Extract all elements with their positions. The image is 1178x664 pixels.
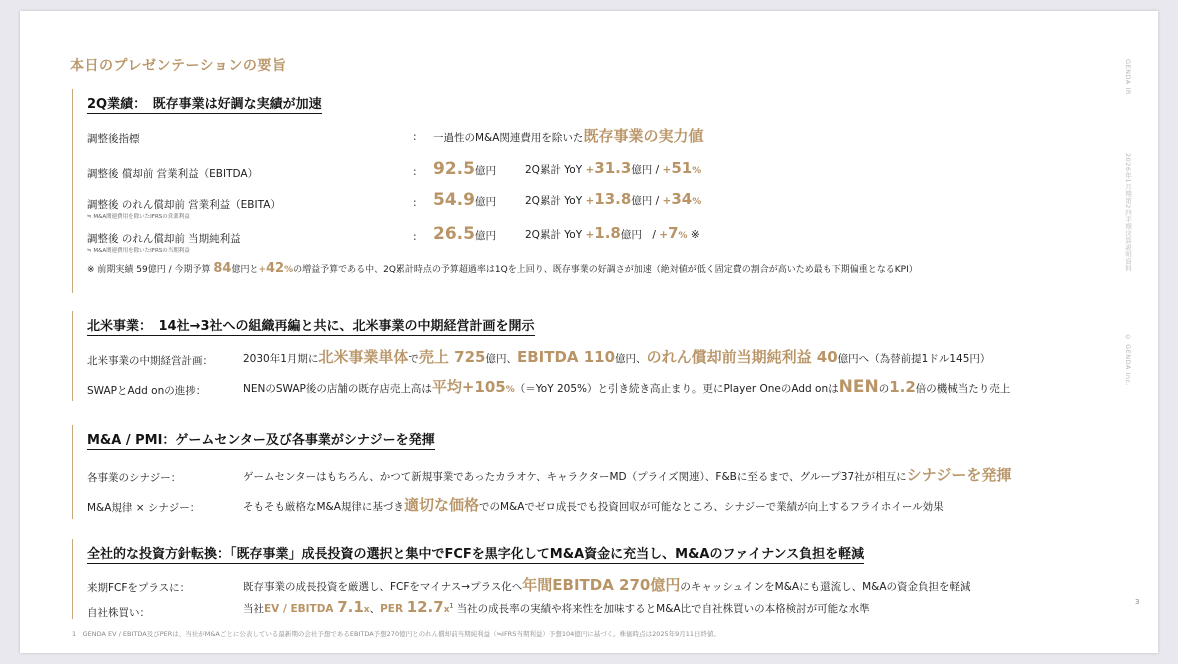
value-highlight: NEN: [838, 377, 879, 397]
row-value: [243, 494, 944, 515]
section-header: 2Q業績： 既存事業は好調な実績が加速: [87, 93, 322, 114]
value-highlight: 年間EBITDA 270億円: [522, 576, 681, 594]
row-value: [243, 346, 990, 367]
row-value: [433, 224, 496, 244]
value-text: のキャッシュインをM&Aにも還流し、M&Aの資金負担を軽減: [680, 581, 971, 593]
per-value: 12.7: [406, 598, 444, 616]
per-label: PER: [380, 603, 407, 615]
note-part: 億円と: [231, 265, 259, 275]
value-text: の: [878, 383, 890, 395]
row-label: SWAPとAdd onの進捗：: [87, 385, 207, 397]
row-yoy: [525, 190, 701, 208]
value-highlight: 適切な価格: [403, 496, 479, 514]
value-highlight: シナジーを発揮: [906, 466, 1012, 484]
row-value: [243, 376, 1010, 397]
value-text: 億円へ（為替前提1ドル145円）: [837, 353, 991, 365]
value-text: 倍の機械当たり売上: [915, 383, 1011, 395]
plus-sign: +: [585, 164, 595, 176]
row-label: 調整後 のれん償却前 当期純利益: [87, 233, 241, 245]
side-text-copyright: © GENDA Inc.: [1124, 333, 1132, 387]
colon: :: [413, 231, 417, 243]
plus-sign: +: [659, 229, 669, 241]
value-text: 2030年1月期に: [243, 353, 319, 365]
value-highlight: 売上 725: [418, 348, 486, 366]
value-text: で: [408, 353, 419, 365]
unit: 億円: [474, 165, 496, 177]
colon: :: [413, 197, 417, 209]
yoy-percent: 34: [671, 190, 693, 208]
section-header: M&A / PMI：ゲームセンター及び各事業がシナジーを発揮: [87, 429, 435, 450]
value-text: 当社: [243, 603, 264, 615]
percent-sign: %: [692, 197, 702, 207]
row-value: [433, 159, 496, 179]
value-highlight: 北米事業単体: [318, 348, 409, 366]
value-text: （＝YoY 205%）と引き続き高止まり。更にPlayer OneのAdd onは: [514, 383, 839, 395]
yoy-percent: 7: [668, 224, 679, 242]
plus-sign: +: [258, 265, 266, 275]
note-part: ※ 前期実績 59億円 / 今期予算: [87, 265, 214, 275]
row-label: 北米事業の中期経営計画：: [87, 355, 213, 367]
row-label: 調整後 償却前 営業利益（EBITDA）: [87, 168, 259, 180]
row-label: 調整後 のれん償却前 営業利益（EBITA）: [87, 199, 281, 211]
value-text: 、: [369, 603, 381, 615]
value-text: 既存事業の成長投資を厳選し、FCFをマイナス→プラス化へ: [243, 581, 523, 593]
value-highlight: 1.2: [889, 378, 916, 396]
plus-sign: +: [585, 229, 595, 241]
yoy-label: 2Q累計 YoY: [525, 229, 586, 241]
multiple-sign: x: [363, 605, 370, 615]
row-value: [243, 464, 1011, 485]
metric-value: 54.9: [433, 190, 475, 210]
row-yoy: [525, 224, 700, 242]
unit: 億円: [474, 196, 496, 208]
percent-sign: %: [678, 231, 688, 241]
value-text: そもそも厳格なM&A規律に基づき: [243, 501, 404, 513]
yoy-label: 2Q累計 YoY: [525, 164, 586, 176]
section-north-america: [72, 311, 1011, 401]
growth-value: 42: [266, 261, 285, 276]
percent-sign: %: [284, 265, 294, 275]
unit: 億円 /: [631, 164, 663, 176]
value-text: 億円、: [485, 353, 517, 365]
note-mark: ※: [687, 229, 700, 241]
value-text: ゲームセンターはもちろん、かつて新規事業であったカラオケ、キャラクターMD（プライズ関連）、F&Bに至るまで、グループ37社が相互に: [243, 471, 907, 483]
unit: 億円 /: [631, 195, 663, 207]
section-investment-policy: [72, 539, 971, 619]
colon: :: [413, 131, 417, 143]
unit: 億円: [474, 230, 496, 242]
yoy-amount: 13.8: [594, 190, 632, 208]
value-text: 億円、: [615, 353, 647, 365]
value-highlight: のれん償却前当期純利益 40: [646, 348, 838, 366]
page-title: 本日のプレゼンテーションの要旨: [70, 58, 287, 74]
note-part: の増益予算である中、2Q累計時点の予算超過率は1Qを上回り、既存事業の好調さが加速（絶対値が低く固定費の割合が高いため最も下期偏重となるKPI）: [293, 265, 918, 275]
value-text: 当社の成長率の実績や将来性を加味するとM&A比で自社株買いの本格検討が可能な水準: [453, 603, 870, 615]
percent-sign: %: [505, 385, 515, 395]
metric-value: 26.5: [433, 224, 475, 244]
row-label: M&A規律 × シナジー：: [87, 502, 201, 514]
yoy-amount: 31.3: [594, 159, 632, 177]
yoy-label: 2Q累計 YoY: [525, 195, 586, 207]
ev-ebitda-value: 7.1: [337, 598, 364, 616]
budget-value: 84: [213, 261, 232, 276]
slide: [20, 11, 1158, 653]
section-2q-results: [72, 89, 918, 293]
value-text: 一過性のM&A関連費用を除いた: [433, 132, 584, 144]
value-text: でのM&Aでゼロ成長でも投資回収が可能なところ、シナジーで業績が向上するフライホイール効果: [478, 501, 944, 513]
plus-sign: +: [585, 195, 595, 207]
row-value: [243, 574, 971, 595]
colon: :: [413, 166, 417, 178]
row-label: 来期FCFをプラスに：: [87, 582, 191, 594]
footnote-mark: 1: [449, 602, 454, 610]
row-label: 調整後指標: [87, 133, 140, 145]
row-value: [433, 190, 496, 210]
value-highlight: 既存事業の実力値: [583, 127, 704, 145]
side-text-doc: 2026年1月期第2四半期決算説明資料: [1124, 153, 1132, 272]
row-sublabel: ≒ M&A関連費用を除いたIFRSの当期利益: [87, 248, 190, 254]
percent-sign: %: [692, 166, 702, 176]
multiple-sign: x: [443, 605, 450, 615]
metric-value: 92.5: [433, 159, 475, 179]
value-highlight: EBITDA 110: [516, 348, 616, 366]
value-highlight: 平均+105: [431, 378, 506, 396]
row-value: [243, 598, 870, 616]
value-text: NENのSWAP後の店舗の既存店売上高は: [243, 383, 432, 395]
section-ma-pmi: [72, 425, 1012, 519]
section-header: 北米事業： 14社→3社への組織再編と共に、北米事業の中期経営計画を開示: [87, 315, 535, 336]
footnote: 1 GENDA EV / EBITDA及びPERは、当社がM&Aごとに公表している最新期の会社予想であるEBITDA予想270億円とのれん償却前当期純利益（≒IFRS当期利益）予想104億円に基づく。株価時点は2025年9月11日終値。: [72, 630, 721, 638]
plus-sign: +: [662, 195, 672, 207]
section-header: 全社的な投資方針転換：「既存事業」成長投資の選択と集中でFCFを黒字化してM&A資金に充当し、M&Aのファイナンス負担を軽減: [87, 543, 864, 564]
page-number: 3: [1135, 598, 1140, 606]
row-label: 各事業のシナジー：: [87, 472, 182, 484]
unit: 億円 /: [620, 229, 660, 241]
row-value: [433, 125, 703, 146]
note-text: [87, 261, 918, 276]
row-yoy: [525, 159, 701, 177]
row-label: 自社株買い：: [87, 607, 150, 619]
ev-ebitda-label: EV / EBITDA: [264, 603, 338, 615]
side-text-ir: GENDA IR: [1124, 59, 1132, 95]
plus-sign: +: [662, 164, 672, 176]
yoy-amount: 1.8: [594, 224, 621, 242]
row-sublabel: ≒ M&A関連費用を除いたIFRSの営業利益: [87, 214, 190, 220]
yoy-percent: 51: [671, 159, 693, 177]
